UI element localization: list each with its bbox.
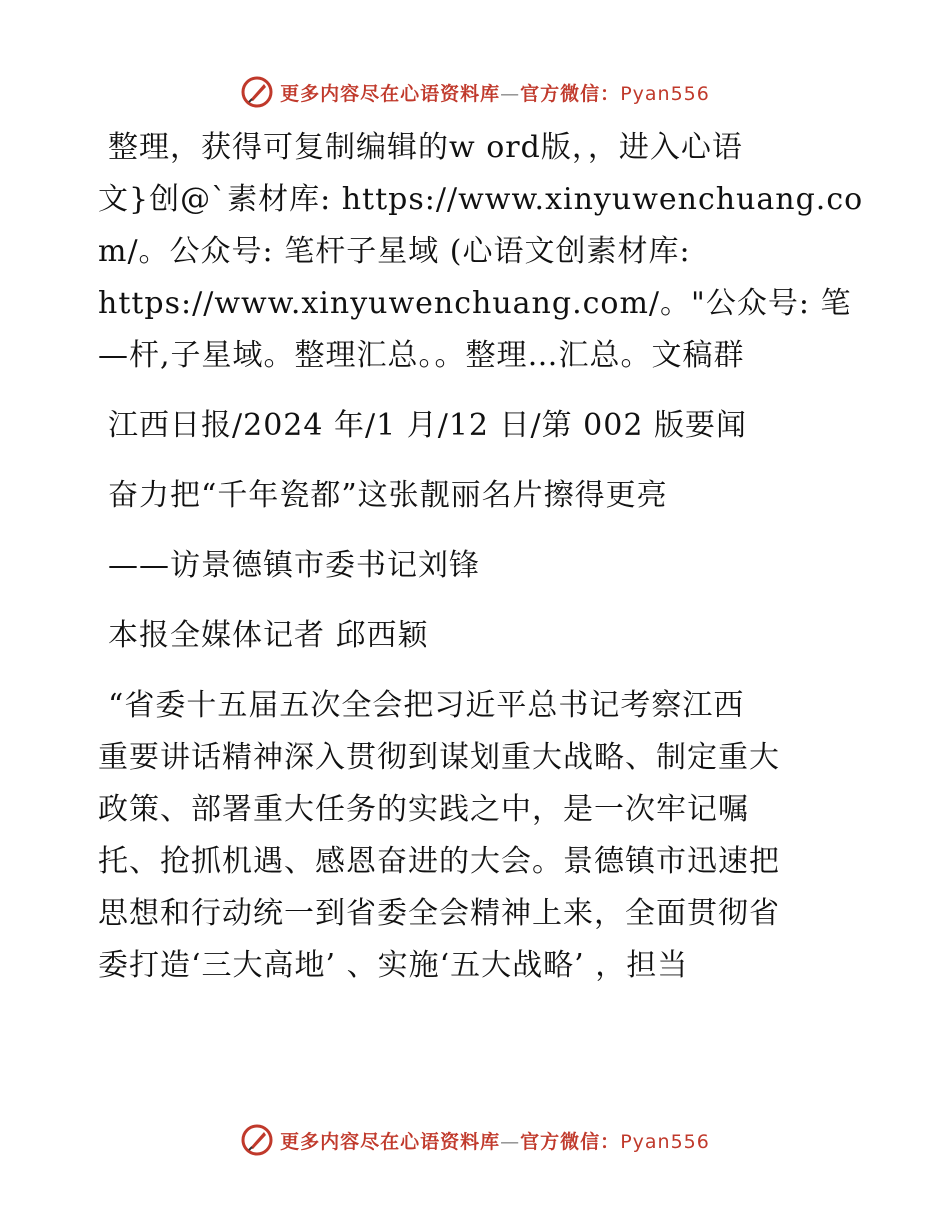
watermark-id: Pyan556 (620, 1130, 710, 1153)
watermark-footer (0, 1120, 950, 1160)
feather-pen-logo-icon (240, 75, 274, 109)
watermark-label: 官方微信： (520, 82, 621, 105)
intro-line: 文}创@`素材库: https://www.xinyuwenchuang.co (98, 182, 864, 217)
watermark-id: Pyan556 (620, 82, 710, 105)
byline: 本报全媒体记者 邱西颖 (108, 618, 429, 653)
body-line: 政策、部署重大任务的实践之中，是一次牢记嘱 (98, 792, 749, 827)
body-line: 思想和行动统一到省委全会精神上来，全面贯彻省 (98, 896, 780, 931)
watermark-header (0, 72, 950, 112)
watermark-main: 更多内容尽在心语资料库 (280, 1130, 501, 1153)
body-line: “省委十五届五次全会把习近平总书记考察江西 (108, 688, 745, 723)
watermark-dash: — (500, 1130, 521, 1153)
body-line: 委打造‘三大高地’ 、实施‘五大战略’ ，担当 (98, 948, 689, 983)
watermark-label: 官方微信： (520, 1130, 621, 1153)
headline: 奋力把“千年瓷都”这张靓丽名片擦得更亮 (108, 478, 668, 513)
body-line: 托、抢抓机遇、感恩奋进的大会。景德镇市迅速把 (98, 844, 780, 879)
source-line: 江西日报/2024 年/1 月/12 日/第 002 版要闻 (108, 408, 747, 443)
subheadline: ——访景德镇市委书记刘锋 (108, 548, 480, 583)
body-line: 重要讲话精神深入贯彻到谋划重大战略、制定重大 (98, 740, 780, 775)
feather-pen-logo-icon (240, 1123, 274, 1157)
watermark-text (280, 1127, 710, 1154)
document-body (98, 122, 864, 992)
intro-line: 整理，获得可复制编辑的w ord版，，进入心语 (108, 130, 743, 165)
watermark-main: 更多内容尽在心语资料库 (280, 82, 501, 105)
intro-line: —杆,子星域。整理汇总。。整理…汇总。文稿群 (98, 338, 745, 373)
intro-line: m/。公众号: 笔杆子星域 (心语文创素材库: (98, 234, 691, 269)
intro-line: https://www.xinyuwenchuang.com/。"公众号: 笔 (98, 286, 852, 321)
watermark-text (280, 79, 710, 106)
watermark-dash: — (500, 82, 521, 105)
